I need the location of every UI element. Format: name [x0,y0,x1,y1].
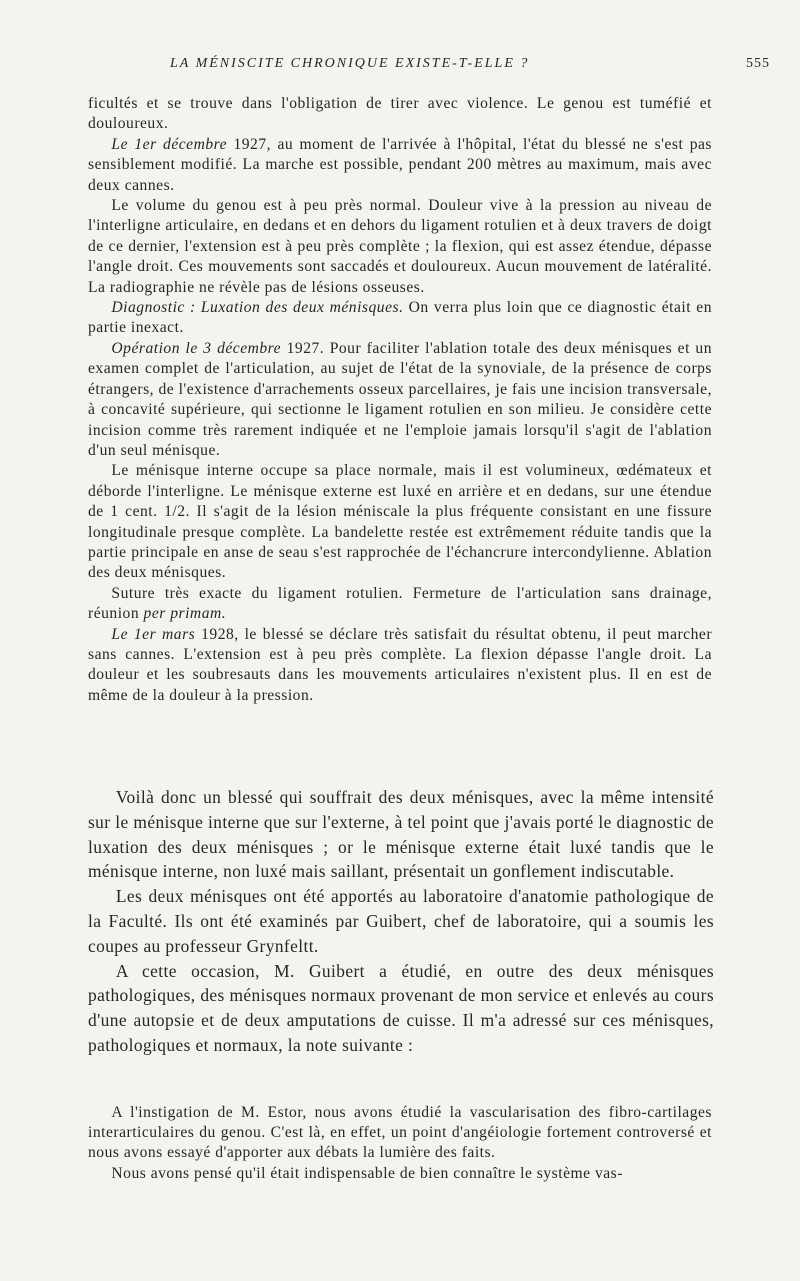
discussion [88,785,714,1058]
paragraph-operation [88,339,712,461]
operation-label: Opération le 3 décembre [111,339,282,357]
paragraph-discussion-2: Les deux ménisques ont été apportés au laboratoire d'anatomie pathologique de la Faculté. Ils ont été examinés par Guibert, chef de laboratoire, qui a soumis les coupes au professeur Grynfeltt. [88,886,714,956]
paragraph-case-3: Le volume du genou est à peu près normal. Douleur vive à la pression au niveau de l'interligne articulaire, en dedans et en dehors du ligament rotulien et à deux travers de doigt de ce dernier, l'extension est à peu près complète ; la flexion, qui est assez étendue, dépasse l'angle droit. Ces mouvements sont saccadés et douloureux. Aucun mouvement de latéralité. La radiographie ne révèle pas de lésions osseuses. [88,197,712,296]
page-number: 555 [746,56,770,71]
paragraph-case-1: ficultés et se trouve dans l'obligation de tirer avec violence. Le genou est tuméfié et douloureux. [88,95,712,133]
paragraph-case-7 [88,584,712,625]
date-march-1: Le 1er mars [111,625,196,643]
paragraph-note-1: A l'instigation de M. Estor, nous avons étudié la vascularisation des fibro-cartilages interarticulaires du genou. C'est là, en effet, un point d'angéiologie fortement controversé et nous avons essayé d'apporter aux débats la lumière des faits. [88,1104,712,1162]
paragraph-case-2 [88,135,712,196]
suture-text: Suture très exacte du ligament rotulien. Fermeture de l'articulation sans drainage, réunion [88,584,712,623]
paragraph-discussion-1: Voilà donc un blessé qui souffrait des deux ménisques, avec la même intensité sur le ménisque interne que sur l'externe, à tel point que j'avais porté le diagnostic de luxation des deux ménisques ; or le ménisque externe était luxé tandis que le ménisque interne, non luxé mais saillant, présentait un gonflement indiscutable. [88,787,714,882]
quoted-note [88,1103,712,1184]
paragraph-note-2: Nous avons pensé qu'il était indispensable de bien connaître le système vas- [111,1164,623,1182]
running-title: LA MÉNISCITE CHRONIQUE EXISTE-T-ELLE ? [170,56,530,71]
diagnosis-label: Diagnostic : Luxation des deux ménisques. [111,299,404,317]
running-head [170,56,770,72]
paragraph-diagnosis [88,298,712,339]
outcome-text: 1928, le blessé se déclare très satisfait du résultat obtenu, il peut marcher sans cannes. L'extension est à peu près complète. La flexion dépasse l'angle droit. La douleur et les soubresauts dans les mouvements articulaires n'existent plus. Il en est de même de la douleur à la pression. [88,625,713,704]
per-primam: per primam. [143,605,227,623]
case-report [88,94,712,706]
paragraph-case-6: Le ménisque interne occupe sa place normale, mais il est volumineux, œdémateux et déborde l'interligne. Le ménisque externe est luxé en arrière et en dedans, sur une étendue de 1 cent. 1/2. Il s'agit de la lésion méniscale la plus fréquente consistant en une fissure longitudinale presque complète. La bandelette restée est extrêmement réduite tandis que la partie principale en anse de seau s'est rapprochée de l'échancrure intercondylienne. Ablation des deux ménisques. [88,462,712,582]
paragraph-discussion-3: A cette occasion, M. Guibert a étudié, en outre des deux ménisques pathologiques, des ménisques normaux provenant de mon service et enlevés au cours d'une autopsie et de deux amputations de cuisse. Il m'a adressé sur ces ménisques, pathologiques et normaux, la note suivante : [88,960,714,1055]
operation-text: 1927. Pour faciliter l'ablation totale des deux ménisques et un examen complet de l'articulation, au sujet de l'état de la synoviale, de la présence de corps étrangers, de l'existence d'arrachements osseux parcellaires, je fais une incision transversale, à concavité supérieure, qui sectionne le ligament rotulien en son milieu. Je considère cette incision comme très rarement indiquée et ne l'emploie jamais lorsqu'il s'agit de l'ablation d'un seul ménisque. [88,339,712,459]
paragraph-case-2-text: 1927, au moment de l'arrivée à l'hôpital, l'état du blessé ne s'est pas sensiblement modifié. La marche est possible, pendant 200 mètres au maximum, mais avec deux cannes. [88,135,712,194]
date-december-1: Le 1er décembre [111,135,228,153]
diagnosis-text: On verra plus loin que ce diagnostic était en partie inexact. [88,299,712,337]
paragraph-case-8 [88,625,712,707]
